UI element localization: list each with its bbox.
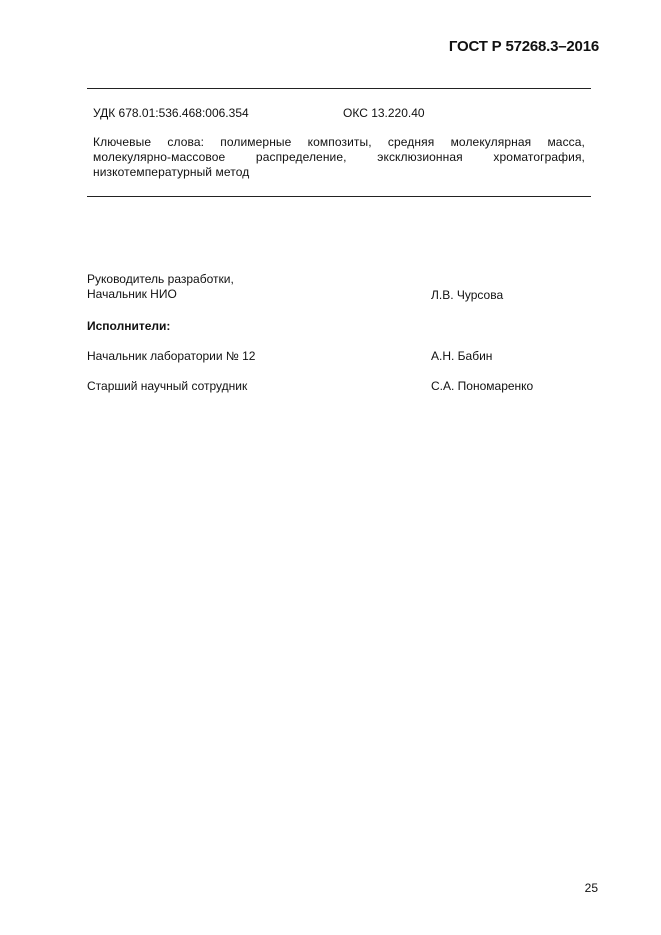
executor-name: А.Н. Бабин	[431, 349, 493, 363]
keywords-text: Ключевые слова: полимерные композиты, средняя молекулярная масса, молекулярно-массовое распределение, эксклюзионная хроматография, низкотемпературный метод	[93, 135, 585, 179]
executor-name: С.А. Пономаренко	[431, 379, 534, 393]
head-position-line1: Руководитель разработки,	[87, 272, 234, 286]
page-number: 25	[584, 881, 598, 895]
executor-position: Старший научный сотрудник	[87, 379, 248, 393]
head-name: Л.В. Чурсова	[431, 288, 504, 302]
bottom-divider	[87, 196, 591, 197]
executors-title: Исполнители:	[87, 319, 171, 333]
head-position-line2: Начальник НИО	[87, 287, 177, 301]
top-divider	[87, 88, 591, 89]
head-position	[87, 272, 234, 302]
executor-position: Начальник лаборатории № 12	[87, 349, 256, 363]
oks-code: ОКС 13.220.40	[343, 106, 425, 120]
udk-code: УДК 678.01:536.468:006.354	[93, 106, 249, 120]
document-code: ГОСТ Р 57268.3–2016	[448, 38, 599, 55]
